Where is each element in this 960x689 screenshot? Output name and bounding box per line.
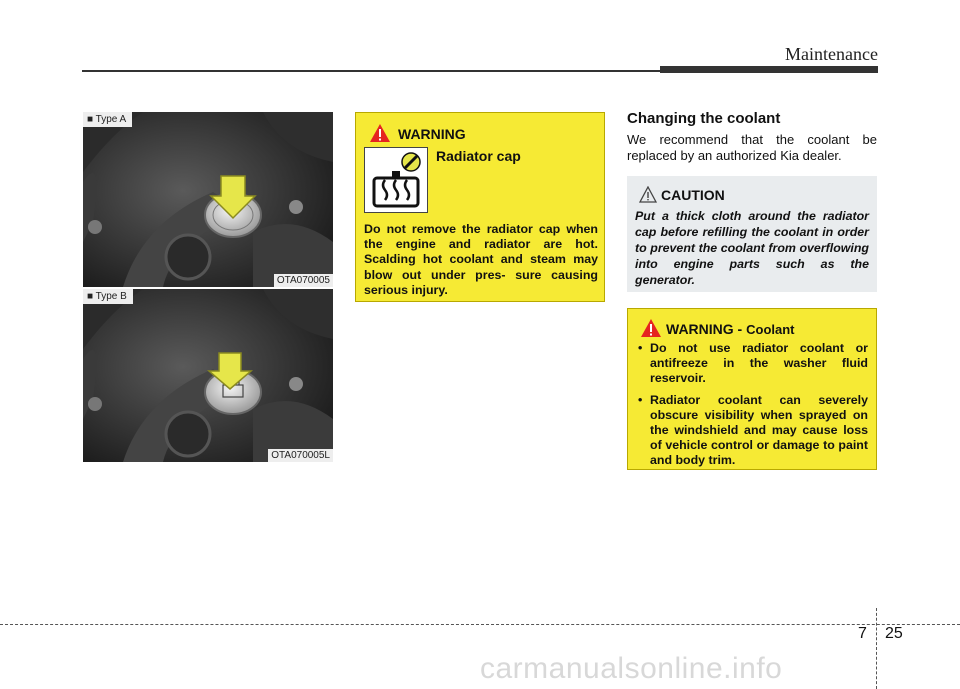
warning-triangle-icon bbox=[640, 318, 662, 338]
radiator-hot-pictogram bbox=[364, 147, 428, 213]
warning-coolant-title-main: WARNING - bbox=[666, 321, 747, 337]
caution-box bbox=[627, 176, 877, 292]
engine-photo-type-b bbox=[83, 289, 333, 462]
caution-triangle-icon bbox=[639, 186, 657, 203]
list-item: • Radiator coolant can severely obscure visibility when sprayed on the windshield and may cause loss of vehicle control or damage to paint and body trim. bbox=[628, 393, 868, 469]
warning-coolant-title bbox=[666, 321, 795, 339]
caution-title: CAUTION bbox=[661, 187, 725, 203]
engine-photo-type-a bbox=[83, 112, 333, 287]
coolant-text: We recommend that the coolant be replaced by an authorized Kia dealer. bbox=[627, 132, 877, 163]
photo-b-code: OTA070005L bbox=[268, 449, 333, 462]
warning-radiator-title: WARNING bbox=[398, 126, 466, 142]
chapter-number: 7 bbox=[858, 625, 867, 642]
coolant-heading: Changing the coolant bbox=[627, 110, 781, 127]
warning-radiator-box bbox=[355, 112, 605, 302]
engine-photo-b-drawing bbox=[83, 289, 333, 462]
footer-rule bbox=[0, 624, 960, 625]
footer-divider bbox=[876, 608, 877, 689]
warning-radiator-body: Do not remove the radiator cap when the engine and radiator are hot. Scalding hot coolant and steam may blow out under pres- sure causing serious injury. bbox=[364, 222, 598, 297]
page-number: 25 bbox=[885, 625, 903, 642]
type-b-label: ■ Type B bbox=[83, 289, 133, 304]
watermark: carmanualsonline.info bbox=[480, 652, 783, 685]
caution-text: Put a thick cloth around the radiator cap before refilling the coolant in order to prevent the coolant from overflowing into engine parts such as the generator. bbox=[635, 209, 869, 287]
header-bar bbox=[660, 66, 878, 73]
warning-coolant-list bbox=[628, 341, 868, 475]
type-a-label: ■ Type A bbox=[83, 112, 132, 127]
hot-radiator-icon bbox=[365, 148, 427, 212]
warning-radiator-subtitle: Radiator cap bbox=[436, 148, 521, 164]
warning-coolant-title-suffix: Coolant bbox=[746, 322, 795, 337]
section-title: Maintenance bbox=[785, 44, 878, 64]
engine-photo-a-drawing bbox=[83, 112, 333, 287]
list-item: • Do not use radiator coolant or antifreeze in the washer fluid reservoir. bbox=[628, 341, 868, 387]
warning-coolant-box bbox=[627, 308, 877, 470]
warning-triangle-icon bbox=[369, 123, 391, 143]
photo-a-code: OTA070005 bbox=[274, 274, 333, 287]
